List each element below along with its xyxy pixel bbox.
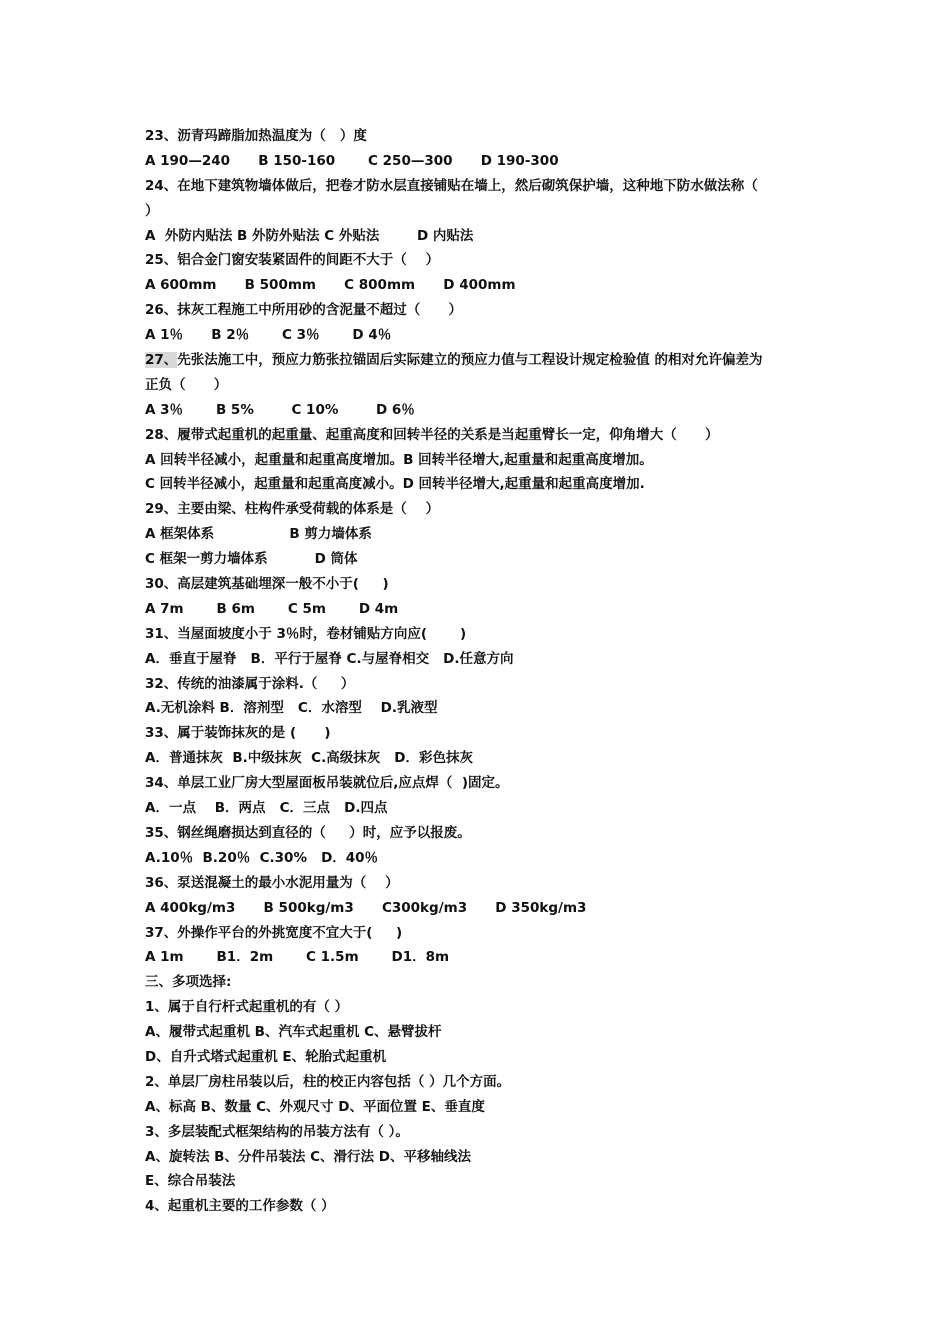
options-30: A 7m B 6m C 5m D 4m	[145, 600, 399, 617]
multi-question-4: 4、起重机主要的工作参数（ ）	[145, 1198, 335, 1215]
options-24: A 外防内贴法 B 外防外贴法 C 外贴法 D 内贴法	[145, 227, 474, 244]
question-25: 25、铝合金门窗安装紧固件的间距不大于（ ）	[145, 252, 440, 269]
options-29-ab: A 框架体系 B 剪力墙体系	[145, 526, 372, 543]
options-36: A 400kg/m3 B 500kg/m3 C300kg/m3 D 350kg/m3	[145, 899, 587, 916]
multi-options-3-e: E、综合吊装法	[145, 1173, 236, 1190]
question-27-continued: 正负（ ）	[145, 376, 228, 393]
question-27-number: 27、	[145, 352, 178, 369]
options-35: A.10％ B.20％ C.30% D．40％	[145, 849, 379, 866]
multi-question-3: 3、多层装配式框架结构的吊装方法有（ ）。	[145, 1123, 409, 1140]
question-28: 28、履带式起重机的起重量、起重高度和回转半径的关系是当起重臂长一定，仰角增大（ ）	[145, 426, 719, 443]
question-27-text: 先张法施工中，预应力筋张拉锚固后实际建立的预应力值与工程设计规定检验值 的相对允许偏差为	[177, 352, 763, 369]
question-34: 34、单层工业厂房大型屋面板吊装就位后,应点焊（ )固定。	[145, 775, 509, 792]
question-24: 24、在地下建筑物墙体做后，把卷才防水层直接铺贴在墙上，然后砌筑保护墙，这种地下防水做法称（	[145, 177, 758, 194]
multi-options-3-abcd: A、旋转法 B、分件吊装法 C、滑行法 D、平移轴线法	[145, 1148, 471, 1165]
options-28-cd: C 回转半径减小，起重量和起重高度减小。D 回转半径增大,起重量和起重高度增加.	[145, 476, 645, 493]
question-23: 23、沥青玛蹄脂加热温度为（ ）度	[145, 128, 367, 144]
question-27	[145, 348, 825, 373]
question-32: 32、传统的油漆属于涂料.（ ）	[145, 675, 355, 692]
question-36: 36、泵送混凝土的最小水泥用量为（ ）	[145, 874, 399, 891]
options-34: A．一点 B．两点 C．三点 D.四点	[145, 800, 388, 817]
multi-options-1-de: D、自升式塔式起重机 E、轮胎式起重机	[145, 1048, 387, 1065]
options-27: A 3％ B 5% C 10% D 6％	[145, 401, 415, 418]
multi-question-2: 2、单层厂房柱吊装以后，柱的校正内容包括（ ）几个方面。	[145, 1073, 511, 1090]
multi-options-2: A、标高 B、数量 C、外观尺寸 D、平面位置 E、垂直度	[145, 1098, 485, 1115]
question-30: 30、高层建筑基础埋深一般不小于( )	[145, 576, 389, 593]
options-33: A．普通抹灰 B.中级抹灰 C.高级抹灰 D．彩色抹灰	[145, 750, 474, 767]
options-28-ab: A 回转半径减小，起重量和起重高度增加。B 回转半径增大,起重量和起重高度增加。	[145, 451, 653, 468]
section-heading-multiple-choice: 三、多项选择:	[145, 974, 232, 991]
question-35: 35、钢丝绳磨损达到直径的（ ）时，应予以报废。	[145, 824, 471, 841]
question-24-continued: ）	[145, 202, 159, 219]
question-33: 33、属于装饰抹灰的是 ( )	[145, 725, 331, 742]
multi-question-1: 1、属于自行杆式起重机的有（ ）	[145, 999, 349, 1016]
options-29-cd: C 框架一剪力墙体系 D 筒体	[145, 551, 358, 568]
options-32: A.无机涂料 B．溶剂型 C．水溶型 D.乳液型	[145, 700, 438, 717]
question-29: 29、主要由梁、柱构件承受荷载的体系是（ ）	[145, 501, 440, 518]
options-23: A 190—240 B 150-160 C 250—300 D 190-300	[145, 152, 559, 169]
options-26: A 1％ B 2％ C 3％ D 4％	[145, 327, 392, 344]
question-31: 31、当屋面坡度小于 3％时，卷材铺贴方向应( )	[145, 625, 467, 642]
options-31: A．垂直于屋脊 B．平行于屋脊 C.与屋脊相交 D.任意方向	[145, 650, 514, 667]
options-37: A 1m B1．2m C 1.5m D1．8m	[145, 949, 450, 966]
question-37: 37、外操作平台的外挑宽度不宜大于( )	[145, 924, 403, 941]
multi-options-1-abc: A、履带式起重机 B、汽车式起重机 C、悬臂拔杆	[145, 1024, 442, 1041]
options-25: A 600mm B 500mm C 800mm D 400mm	[145, 277, 516, 294]
document-body	[145, 124, 825, 1219]
question-26: 26、抹灰工程施工中所用砂的含泥量不超过（ ）	[145, 302, 462, 319]
